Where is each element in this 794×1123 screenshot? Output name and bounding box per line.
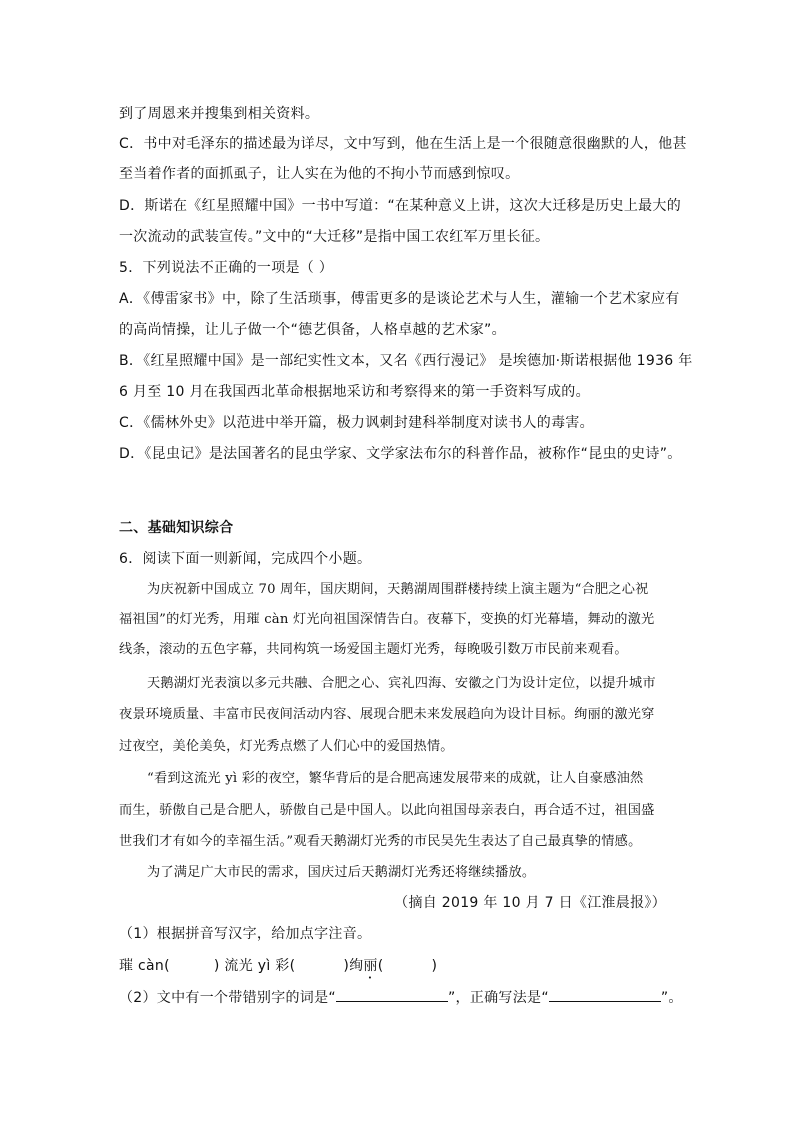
sub1-stem: （1）根据拼音写汉字，给加点字注音。 [119,926,372,942]
news-p2-line-2: 夜景环境质量、丰富市民夜间活动内容、展现合肥未来发展趋向为设计目标。绚丽的激光穿 [119,707,655,722]
correct-word-blank[interactable] [549,987,661,1002]
news-source: （摘自 2019 年 10 月 7 日《江淮晨报》） [394,895,666,911]
q5-option-b-line-2: 6 月至 10 月在我国西北革命根据地采访和考察得来的第一手资料写成的。 [119,384,590,400]
sub1-answer-line: 璀 càn( ) 流光 yì 彩( )绚丽( ) [119,958,438,974]
news-p3-line-2: 而生，骄傲自己是合肥人，骄傲自己是中国人。以此向祖国母亲表白，再合适不过，祖国盛 [119,803,655,818]
sub1-item-2: 流光 yì 彩( [219,958,296,974]
sub1-item-1: 璀 càn( [119,958,170,974]
sub1-item-3: 绚 [349,958,364,974]
q4-option-c-line-1: C．书中对毛泽东的描述最为详尽，文中写到，他在生活上是一个很随意很幽默的人，他甚 [119,136,687,152]
q5-option-c: C．《儒林外史》以范进中举开篇，极力讽刺封建科举制度对读书人的毒害。 [119,415,594,431]
news-p3-line-1: “看到这流光 yì 彩的夜空，繁华背后的是合肥高速发展带来的成就，让人自豪感油然 [147,771,644,786]
q5-option-d: D．《昆虫记》是法国著名的昆虫学家、文学家法布尔的科普作品，被称作“昆虫的史诗”。 [119,446,682,462]
dotted-character: 丽 [363,958,378,974]
news-p2-line-1: 天鹅湖灯光表演以多元共融、合肥之心、宾礼四海、安徽之门为设计定位，以提升城市 [147,676,656,691]
news-p3-line-3: 世我们才有如今的幸福生活。”观看天鹅湖灯光秀的市民吴先生表达了自己最真挚的情感。 [119,834,642,849]
news-p4-line-1: 为了满足广大市民的需求，国庆过后天鹅湖灯光秀还将继续播放。 [147,865,536,880]
q5-option-a-line-1: A．《傅雷家书》中，除了生活琐事，傅雷更多的是谈论艺术与人生，灌输一个艺术家应有 [119,291,680,307]
q4-option-c-line-2: 至当着作者的面抓虱子，让人实在为他的不拘小节而感到惊叹。 [119,166,520,182]
news-p1-line-1: 为庆祝新中国成立 70 周年，国庆期间，天鹅湖周围群楼持续上演主题为“合肥之心祝 [147,582,649,597]
news-p1-line-3: 线条，滚动的五色字幕，共同构筑一场爱国主题灯光秀，每晚吸引数万市民前来观看。 [119,642,628,657]
sub2-line: （2）文中有一个带错别字的词是“ ”，正确写法是“ ”。 [119,987,679,1008]
news-p2-line-3: 过夜空，美伦美奂，灯光秀点燃了人们心中的爱国热情。 [119,739,454,754]
q4-option-d-line-1: D．斯诺在《红星照耀中国》一书中写道：“在某种意义上讲，这次大迁移是历史上最大的 [119,198,682,214]
section-heading: 二、基础知识综合 [119,520,234,536]
continuation-line: 到了周恩来并搜集到相关资料。 [119,106,320,122]
wrong-word-blank[interactable] [336,987,448,1002]
q4-option-d-line-2: 一次流动的武装宣传。”文中的“大迁移”是指中国工农红军万里长征。 [119,229,550,245]
q6-stem: 6．阅读下面一则新闻，完成四个小题。 [119,551,372,567]
q5-stem: 5．下列说法不正确的一项是（ ） [119,260,334,276]
news-p1-line-2: 福祖国”的灯光秀，用璀 càn 灯光向祖国深情告白。夜幕下，变换的灯光幕墙，舞动的激光 [119,612,655,627]
q5-option-a-line-2: 的高尚情操，让儿子做一个“德艺俱备，人格卓越的艺术家”。 [119,322,506,338]
q5-option-b-line-1: B．《红星照耀中国》是一部纪实性文本，又名《西行漫记》 是埃德加·斯诺根据他 1936 年 [119,353,693,369]
